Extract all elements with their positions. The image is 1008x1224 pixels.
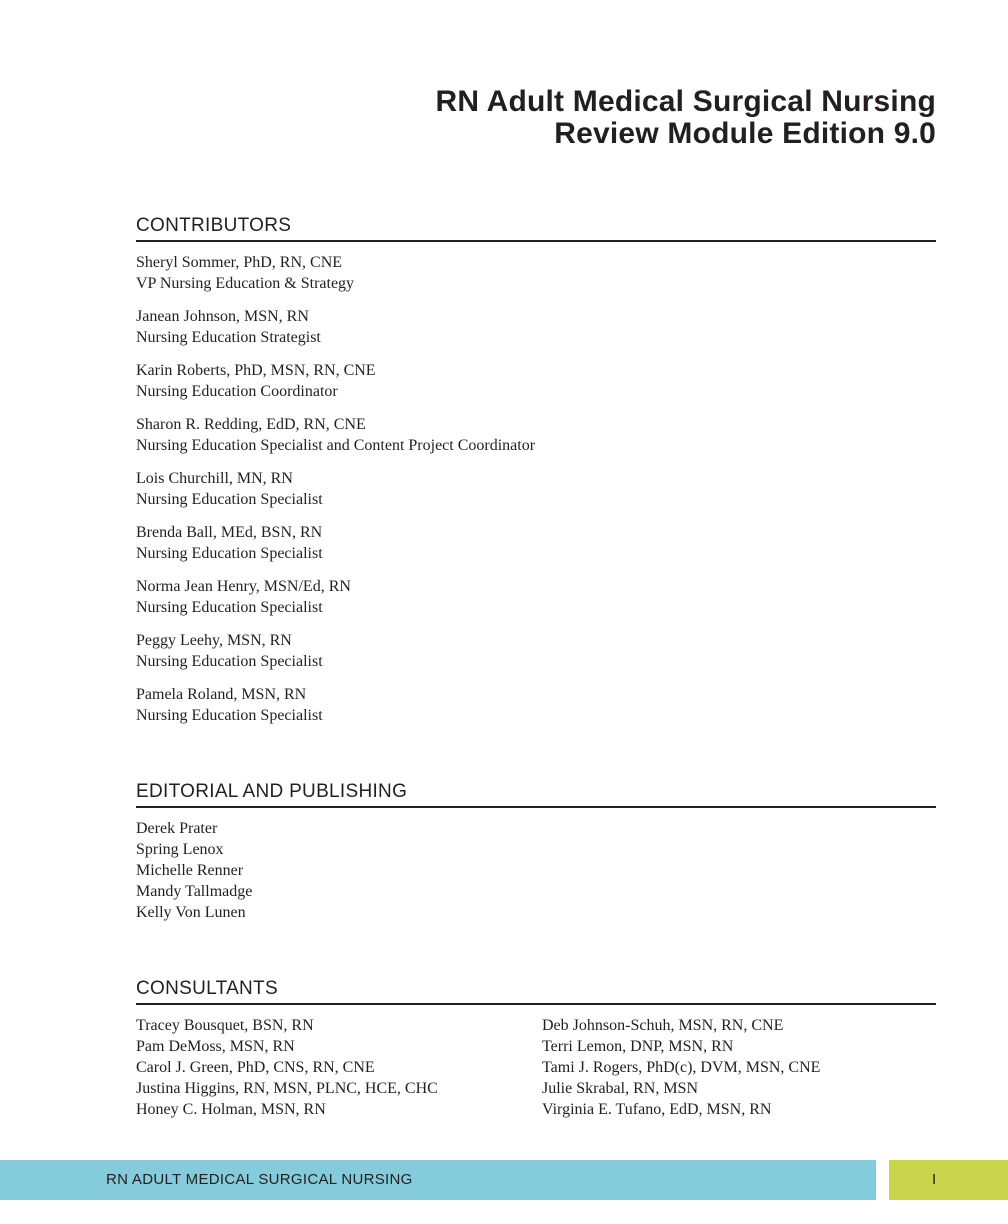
consultants-right-column xyxy=(542,1015,936,1120)
contributor-role: Nursing Education Specialist xyxy=(136,599,323,616)
contributor-role: Nursing Education Specialist xyxy=(136,491,323,508)
consultant-name: Justina Higgins, RN, MSN, PLNC, HCE, CHC xyxy=(136,1080,438,1097)
footer-book-title: RN ADULT MEDICAL SURGICAL NURSING xyxy=(106,1171,413,1188)
contributor-name: Lois Churchill, MN, RN xyxy=(136,470,293,487)
footer-page-box xyxy=(889,1160,1008,1200)
consultants-left-column xyxy=(136,1015,542,1120)
editorial-name: Michelle Renner xyxy=(136,862,244,879)
contributors-heading: CONTRIBUTORS xyxy=(136,214,936,242)
editorial-name: Mandy Tallmadge xyxy=(136,883,253,900)
contributor-role: VP Nursing Education & Strategy xyxy=(136,275,355,292)
contributors-list xyxy=(136,252,936,726)
contributor-name: Sharon R. Redding, EdD, RN, CNE xyxy=(136,416,366,433)
contributor-role: Nursing Education Specialist xyxy=(136,707,323,724)
contributor-entry xyxy=(136,630,936,672)
contributor-entry xyxy=(136,414,936,456)
contributor-name: Peggy Leehy, MSN, RN xyxy=(136,632,292,649)
consultants-section xyxy=(136,977,936,1120)
contributor-entry xyxy=(136,306,936,348)
editorial-name: Derek Prater xyxy=(136,820,218,837)
consultant-name: Tracey Bousquet, BSN, RN xyxy=(136,1017,314,1034)
contributor-name: Pamela Roland, MSN, RN xyxy=(136,686,307,703)
editorial-name: Kelly Von Lunen xyxy=(136,904,246,921)
consultant-name: Terri Lemon, DNP, MSN, RN xyxy=(542,1038,734,1055)
contributor-name: Brenda Ball, MEd, BSN, RN xyxy=(136,524,323,541)
contributor-role: Nursing Education Specialist xyxy=(136,653,323,670)
consultants-heading: CONSULTANTS xyxy=(136,977,936,1005)
page-title xyxy=(435,86,936,150)
editorial-heading: EDITORIAL AND PUBLISHING xyxy=(136,780,936,808)
contributor-role: Nursing Education Strategist xyxy=(136,329,321,346)
consultant-name: Julie Skrabal, RN, MSN xyxy=(542,1080,698,1097)
contributor-name: Janean Johnson, MSN, RN xyxy=(136,308,309,325)
editorial-name: Spring Lenox xyxy=(136,841,224,858)
contributor-entry xyxy=(136,360,936,402)
contributor-name: Karin Roberts, PhD, MSN, RN, CNE xyxy=(136,362,376,379)
consultant-name: Deb Johnson-Schuh, MSN, RN, CNE xyxy=(542,1017,784,1034)
contributor-entry xyxy=(136,252,936,294)
contributors-section xyxy=(136,214,936,738)
contributor-name: Sheryl Sommer, PhD, RN, CNE xyxy=(136,254,343,271)
consultants-columns xyxy=(136,1015,936,1120)
title-line-1: RN Adult Medical Surgical Nursing xyxy=(435,85,936,118)
footer-title-bar xyxy=(0,1160,876,1200)
consultant-name: Virginia E. Tufano, EdD, MSN, RN xyxy=(542,1101,772,1118)
consultant-name: Tami J. Rogers, PhD(c), DVM, MSN, CNE xyxy=(542,1059,821,1076)
contributor-role: Nursing Education Specialist xyxy=(136,545,323,562)
contributor-entry xyxy=(136,522,936,564)
consultant-name: Pam DeMoss, MSN, RN xyxy=(136,1038,295,1055)
consultant-name: Carol J. Green, PhD, CNS, RN, CNE xyxy=(136,1059,375,1076)
contributor-name: Norma Jean Henry, MSN/Ed, RN xyxy=(136,578,351,595)
consultant-name: Honey C. Holman, MSN, RN xyxy=(136,1101,326,1118)
title-line-2: Review Module Edition 9.0 xyxy=(554,117,936,150)
contributor-entry xyxy=(136,576,936,618)
contributor-entry xyxy=(136,468,936,510)
editorial-list xyxy=(136,818,936,923)
contributor-role: Nursing Education Specialist and Content Project Coordinator xyxy=(136,437,536,454)
contributor-entry xyxy=(136,684,936,726)
page-number: I xyxy=(932,1171,937,1188)
editorial-section xyxy=(136,780,936,923)
contributor-role: Nursing Education Coordinator xyxy=(136,383,338,400)
